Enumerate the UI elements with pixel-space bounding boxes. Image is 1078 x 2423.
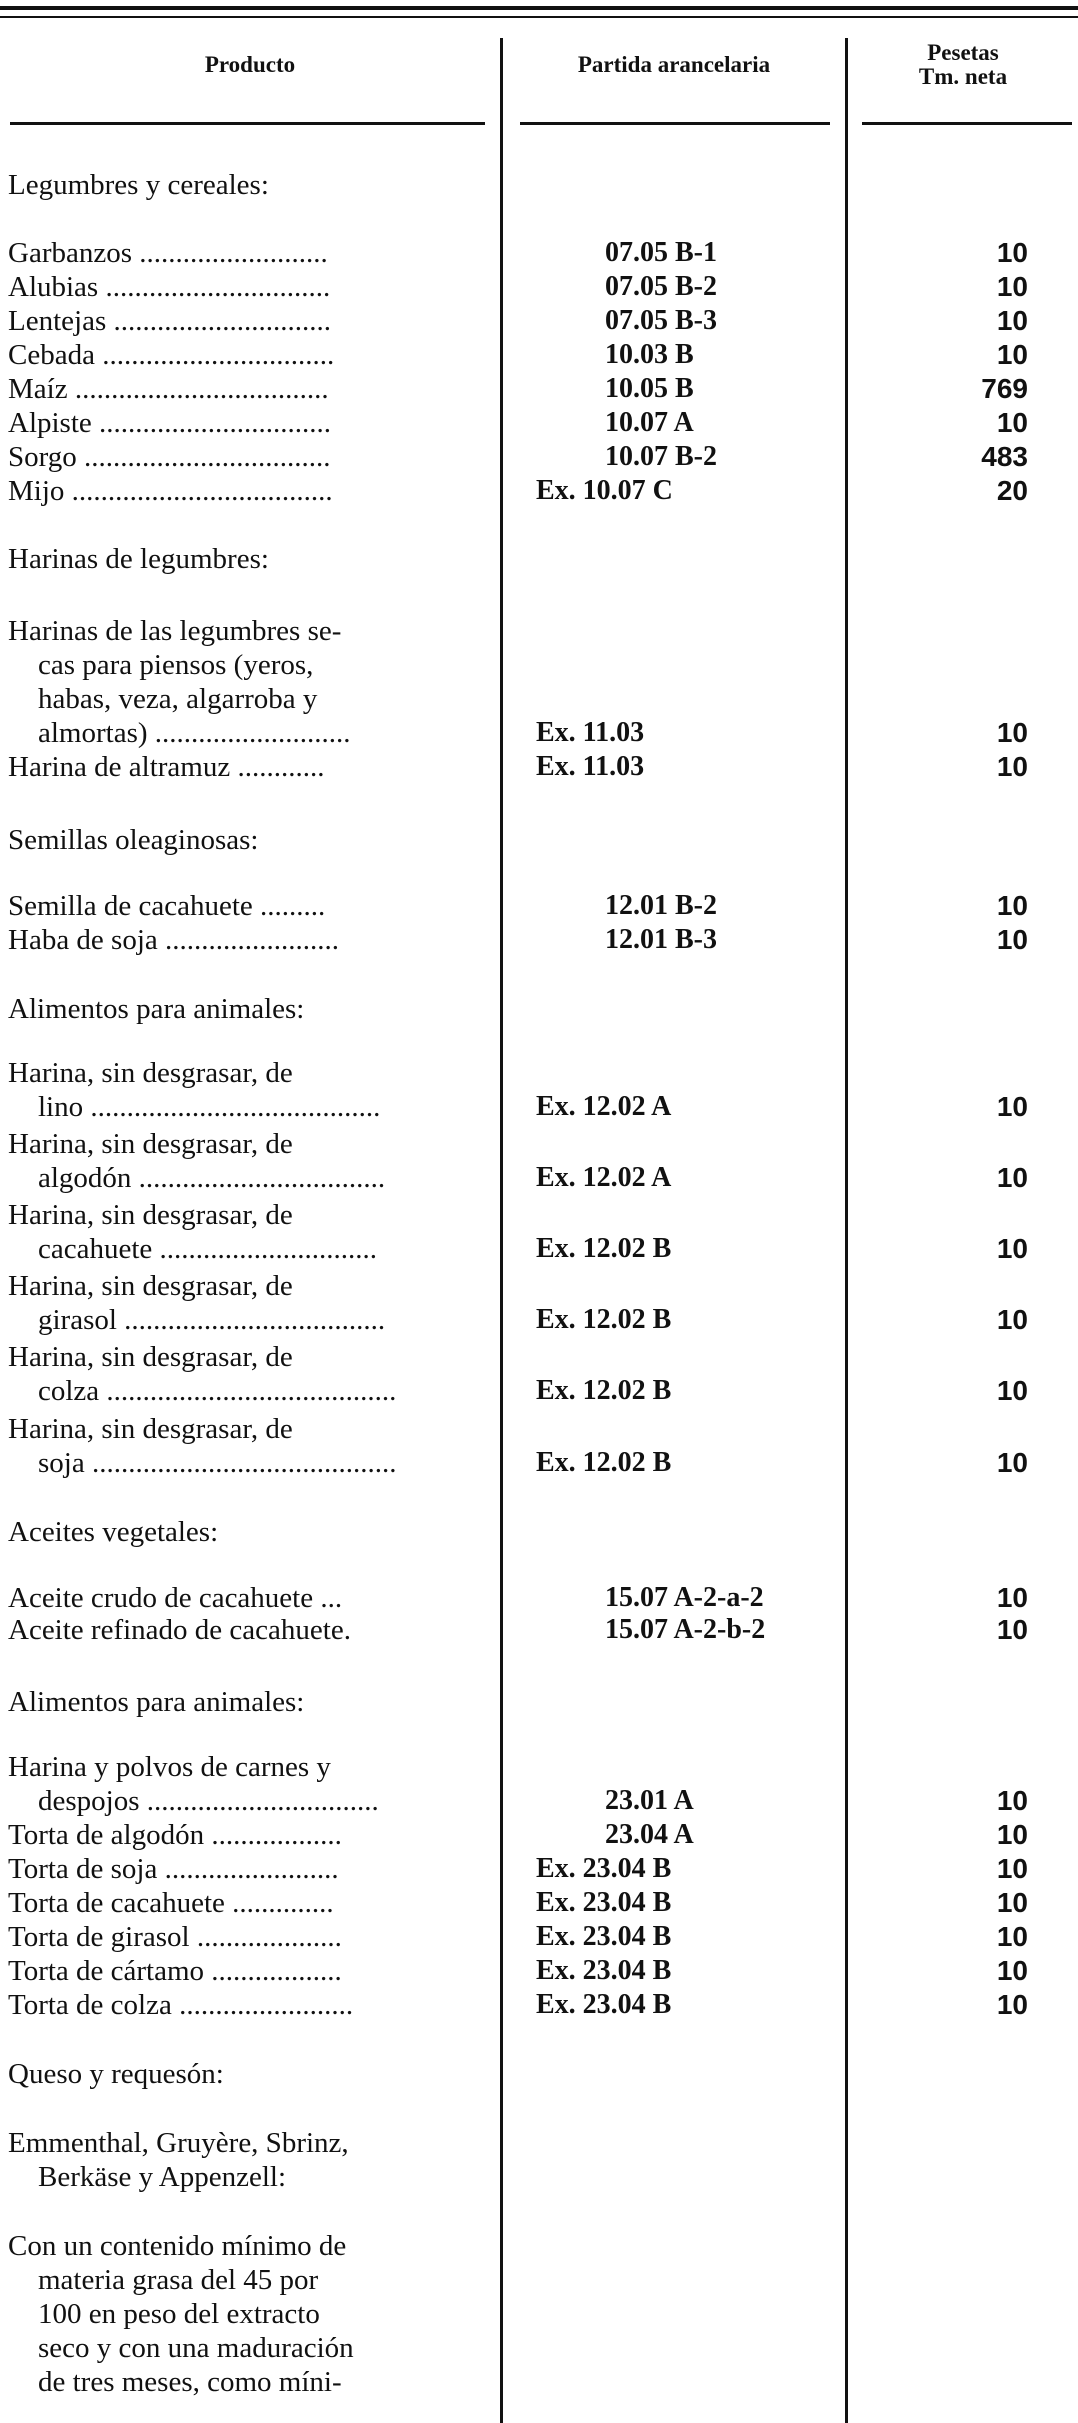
tariff-code: Ex. 12.02 B	[536, 1233, 672, 1264]
table-row	[0, 304, 1078, 338]
tariff-code: Ex. 12.02 B	[536, 1447, 672, 1478]
section-heading: Queso y requesón:	[8, 2058, 224, 2090]
pesetas-value: 10	[996, 407, 1028, 438]
table-row	[0, 1303, 1078, 1337]
tariff-code: 07.05 B-3	[605, 305, 717, 336]
section-heading: Semillas oleaginosas:	[8, 824, 259, 856]
table-row	[0, 474, 1078, 508]
section-heading-row	[0, 992, 1078, 1026]
pesetas-value: 10	[996, 1887, 1028, 1918]
table-row	[0, 1581, 1078, 1615]
tariff-code: 15.07 A-2-b-2	[605, 1614, 766, 1645]
tariff-code: 23.04 A	[605, 1819, 694, 1850]
pesetas-value: 10	[996, 1091, 1028, 1122]
product-name: Harinas de las legumbres se-	[8, 615, 342, 647]
product-name: Harina, sin desgrasar, de	[8, 1413, 293, 1445]
table-row	[0, 1374, 1078, 1408]
section-heading-row	[0, 542, 1078, 576]
pesetas-value: 10	[996, 1989, 1028, 2020]
section-heading: Alimentos para animales:	[8, 993, 305, 1025]
product-name: almortas) ...........................	[38, 717, 351, 749]
pesetas-value: 10	[996, 237, 1028, 268]
product-name: materia grasa del 45 por	[38, 2264, 319, 2296]
tariff-code: Ex. 12.02 A	[536, 1091, 672, 1122]
header-pesetas	[848, 0, 1078, 130]
product-name: 100 en peso del extracto	[38, 2298, 320, 2330]
header-pesetas-line2: Tm. neta	[918, 64, 1008, 89]
table-row	[0, 1852, 1078, 1886]
header-producto	[0, 0, 500, 130]
product-name: Semilla de cacahuete .........	[8, 890, 326, 922]
product-name: Garbanzos ..........................	[8, 237, 328, 269]
table-row	[0, 2160, 1078, 2194]
table-row	[0, 716, 1078, 750]
pesetas-value: 10	[996, 751, 1028, 782]
product-name: Mijo ....................................	[8, 475, 333, 507]
product-name: Maíz ...................................	[8, 373, 329, 405]
product-name: despojos ................................	[38, 1785, 379, 1817]
table-row	[0, 2365, 1078, 2399]
header-underline-1	[10, 122, 485, 125]
product-name: Emmenthal, Gruyère, Sbrinz,	[8, 2127, 349, 2159]
table-row	[0, 2229, 1078, 2263]
tariff-code: 10.07 B-2	[605, 441, 717, 472]
pesetas-value: 10	[996, 1819, 1028, 1850]
tariff-code: Ex. 23.04 B	[536, 1921, 672, 1952]
product-name: cas para piensos (yeros,	[38, 649, 314, 681]
pesetas-value: 20	[996, 475, 1028, 506]
table-row	[0, 1198, 1078, 1232]
table-row	[0, 1232, 1078, 1266]
product-name: Torta de cacahuete ..............	[8, 1887, 334, 1919]
table-row	[0, 1613, 1078, 1647]
table-row	[0, 1784, 1078, 1818]
product-name: Berkäse y Appenzell:	[38, 2161, 287, 2193]
product-name: Con un contenido mínimo de	[8, 2230, 347, 2262]
product-name: Torta de algodón ..................	[8, 1819, 342, 1851]
table-row	[0, 1340, 1078, 1374]
table-row	[0, 406, 1078, 440]
product-name: Harina, sin desgrasar, de	[8, 1057, 293, 1089]
pesetas-value: 10	[996, 1955, 1028, 1986]
tariff-code: 10.07 A	[605, 407, 694, 438]
pesetas-value: 10	[996, 1233, 1028, 1264]
tariff-code: Ex. 23.04 B	[536, 1989, 672, 2020]
table-row	[0, 750, 1078, 784]
tariff-code: 07.05 B-1	[605, 237, 717, 268]
tariff-code: Ex. 11.03	[536, 751, 645, 782]
product-name: soja ..........................................	[38, 1447, 397, 1479]
product-name: Torta de soja ........................	[8, 1853, 339, 1885]
table-row	[0, 338, 1078, 372]
product-name: Aceite refinado de cacahuete.	[8, 1614, 351, 1646]
tariff-code: Ex. 12.02 A	[536, 1162, 672, 1193]
table-row	[0, 1988, 1078, 2022]
section-heading-row	[0, 2057, 1078, 2091]
pesetas-value: 10	[996, 1162, 1028, 1193]
section-heading: Alimentos para animales:	[8, 1686, 305, 1718]
tariff-code: 23.01 A	[605, 1785, 694, 1816]
pesetas-value: 10	[996, 1921, 1028, 1952]
table-row	[0, 372, 1078, 406]
pesetas-value: 483	[981, 441, 1028, 472]
table-row	[0, 1090, 1078, 1124]
tariff-code: 12.01 B-2	[605, 890, 717, 921]
tariff-code: Ex. 23.04 B	[536, 1887, 672, 1918]
tariff-code: Ex. 23.04 B	[536, 1955, 672, 1986]
product-name: Harina, sin desgrasar, de	[8, 1270, 293, 1302]
product-name: Alubias ...............................	[8, 271, 331, 303]
product-name: girasol ....................................	[38, 1304, 386, 1336]
table-row	[0, 614, 1078, 648]
header-underline-2	[520, 122, 830, 125]
pesetas-value: 10	[996, 1447, 1028, 1478]
product-name: Harina, sin desgrasar, de	[8, 1341, 293, 1373]
product-name: Haba de soja ........................	[8, 924, 340, 956]
pesetas-value: 10	[996, 339, 1028, 370]
product-name: Harina y polvos de carnes y	[8, 1751, 331, 1783]
table-row	[0, 889, 1078, 923]
table-row	[0, 1161, 1078, 1195]
tariff-code: 10.05 B	[605, 373, 694, 404]
product-name: de tres meses, como míni-	[38, 2366, 342, 2398]
section-heading-row	[0, 168, 1078, 202]
pesetas-value: 10	[996, 1614, 1028, 1645]
pesetas-value: 10	[996, 271, 1028, 302]
table-row	[0, 1412, 1078, 1446]
table-row	[0, 1818, 1078, 1852]
header-underline-3	[862, 122, 1072, 125]
table-row	[0, 440, 1078, 474]
table-row	[0, 1056, 1078, 1090]
table-row	[0, 1920, 1078, 1954]
product-name: Cebada ................................	[8, 339, 335, 371]
section-heading-row	[0, 823, 1078, 857]
table-row	[0, 1127, 1078, 1161]
table-row	[0, 682, 1078, 716]
tariff-code: 07.05 B-2	[605, 271, 717, 302]
tariff-code: Ex. 23.04 B	[536, 1853, 672, 1884]
table-row	[0, 2331, 1078, 2365]
pesetas-value: 10	[996, 1304, 1028, 1335]
pesetas-value: 10	[996, 1785, 1028, 1816]
product-name: Harina de altramuz ............	[8, 751, 325, 783]
table-row	[0, 1269, 1078, 1303]
table-row	[0, 1886, 1078, 1920]
product-name: cacahuete ..............................	[38, 1233, 378, 1265]
header-partida-label: Partida arancelaria	[577, 52, 771, 77]
product-name: Alpiste ................................	[8, 407, 332, 439]
section-heading: Aceites vegetales:	[8, 1516, 219, 1548]
product-name: colza ........................................	[38, 1375, 397, 1407]
product-name: Lentejas ..............................	[8, 305, 331, 337]
section-heading-row	[0, 1685, 1078, 1719]
tariff-code: 15.07 A-2-a-2	[605, 1582, 764, 1613]
product-name: Sorgo ..................................	[8, 441, 331, 473]
product-name: habas, veza, algarroba y	[38, 683, 318, 715]
table-row	[0, 2126, 1078, 2160]
table-row	[0, 1954, 1078, 1988]
pesetas-value: 10	[996, 924, 1028, 955]
table-row	[0, 923, 1078, 957]
section-heading: Legumbres y cereales:	[8, 169, 269, 201]
tariff-code: Ex. 12.02 B	[536, 1304, 672, 1335]
pesetas-value: 10	[996, 305, 1028, 336]
section-heading: Harinas de legumbres:	[8, 543, 269, 575]
pesetas-value: 10	[996, 717, 1028, 748]
table-row	[0, 1446, 1078, 1480]
pesetas-value: 10	[996, 1853, 1028, 1884]
section-heading-row	[0, 1515, 1078, 1549]
table-row	[0, 270, 1078, 304]
tariff-code: 12.01 B-3	[605, 924, 717, 955]
tariff-code: Ex. 12.02 B	[536, 1375, 672, 1406]
product-name: Torta de girasol ....................	[8, 1921, 342, 1953]
table-row	[0, 236, 1078, 270]
header-partida	[503, 0, 845, 130]
product-name: algodón ..................................	[38, 1162, 386, 1194]
pesetas-value: 10	[996, 1582, 1028, 1613]
product-name: seco y con una maduración	[38, 2332, 354, 2364]
product-name: Torta de colza ........................	[8, 1989, 354, 2021]
pesetas-value: 769	[981, 373, 1028, 404]
tariff-code: Ex. 11.03	[536, 717, 645, 748]
product-name: Harina, sin desgrasar, de	[8, 1199, 293, 1231]
header-producto-label: Producto	[204, 52, 296, 77]
pesetas-value: 10	[996, 890, 1028, 921]
product-name: lino ........................................	[38, 1091, 381, 1123]
table-row	[0, 648, 1078, 682]
tariff-code: 10.03 B	[605, 339, 694, 370]
product-name: Aceite crudo de cacahuete ...	[8, 1582, 343, 1614]
table-row	[0, 2263, 1078, 2297]
header-pesetas-line1: Pesetas	[927, 40, 999, 65]
product-name: Harina, sin desgrasar, de	[8, 1128, 293, 1160]
tariff-code: Ex. 10.07 C	[536, 475, 673, 506]
table-row	[0, 1750, 1078, 1784]
pesetas-value: 10	[996, 1375, 1028, 1406]
product-name: Torta de cártamo ..................	[8, 1955, 342, 1987]
table-row	[0, 2297, 1078, 2331]
